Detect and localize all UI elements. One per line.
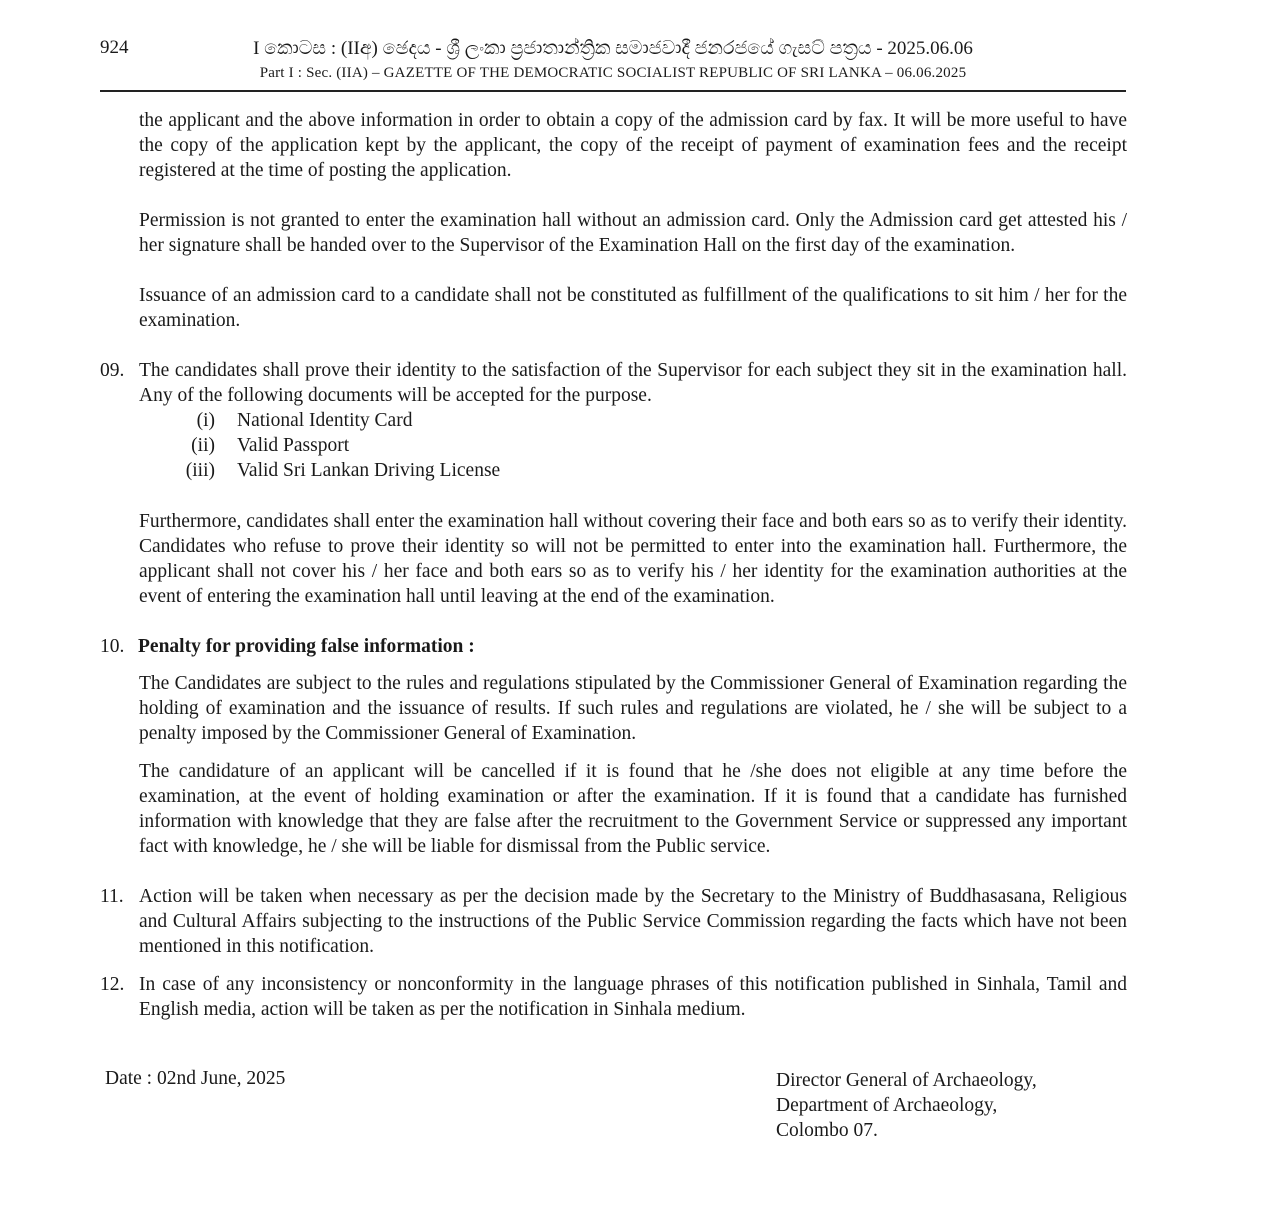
notice-date: Date : 02nd June, 2025 [105, 1068, 286, 1089]
list-item-text: Valid Passport [237, 435, 350, 456]
section-10-heading: Penalty for providing false information : [138, 636, 475, 657]
section-10-number: 10. [100, 636, 125, 657]
paragraph-continuation: the applicant and the above information in order to obtain a copy of the admission card by fax. It will be more useful to have the copy of the application kept by the applicant, the copy of the receipt of payment of examination fees and the receipt registered at the time of posting the application. [139, 110, 1127, 181]
signature-line-department: Department of Archaeology, [776, 1095, 998, 1116]
signature-line-location: Colombo 07. [776, 1120, 878, 1141]
section-10-paragraph-2: The candidature of an applicant will be cancelled if it is found that he /she does not eligible at any time before the examination, at the event of holding examination or after the examination. If it is found that a candidate has furnished information with knowledge that they are false after the recruitment to the Government Service or suppressed any important fact with knowledge, he / she will be liable for dismissal from the Public service. [139, 761, 1127, 857]
list-item-number: (ii) [191, 435, 215, 456]
paragraph-issuance: Issuance of an admission card to a candidate shall not be constituted as fulfillment of the qualifications to sit him / her for the examination. [139, 285, 1127, 331]
section-12-text: In case of any inconsistency or nonconformity in the language phrases of this notification published in Sinhala, Tamil and English media, action will be taken as per the notification in Sinhala medium. [139, 974, 1127, 1020]
section-11-number: 11. [100, 886, 124, 907]
section-09-number: 09. [100, 360, 125, 381]
list-item-number: (iii) [185, 460, 215, 481]
section-09-furthermore: Furthermore, candidates shall enter the examination hall without covering their face and both ears so as to verify their identity. Candidates who refuse to prove their identity so will not be permitted to enter into the examination hall. Furthermore, the applicant shall not cover his / her face and both ears so as to verify his / her identity for the examination authorities at the event of entering the examination hall until leaving at the end of the examination. [139, 511, 1127, 607]
signature-line-title: Director General of Archaeology, [776, 1070, 1037, 1091]
list-item-number: (i) [196, 410, 215, 431]
signature-block [776, 1068, 1037, 1143]
header-divider [100, 90, 1126, 92]
header-title-sinhala: I කොටස : (IIඅ) ඡෙදය - ශ්‍රී ලංකා ප්‍රජාතාන්ත්‍රික සමාජවාදී ජනරජයේ ගැසට් පත්‍රය - 2025.06.06 [253, 38, 973, 59]
header-title-english: Part I : Sec. (IIA) – GAZETTE OF THE DEMOCRATIC SOCIALIST REPUBLIC OF SRI LANKA – 06.06.2025 [259, 65, 967, 81]
section-10-paragraph-1: The Candidates are subject to the rules and regulations stipulated by the Commissioner General of Examination regarding the holding of examination and the issuance of results. If such rules and regulations are violated, he / she will be subject to a penalty imposed by the Commissioner General of Examination. [139, 673, 1127, 744]
section-09-text: The candidates shall prove their identity to the satisfaction of the Supervisor for each subject they sit in the examination hall. Any of the following documents will be accepted for the purpose. [139, 360, 1127, 406]
list-item-text: Valid Sri Lankan Driving License [237, 460, 501, 481]
section-12-number: 12. [100, 974, 125, 995]
page-number: 924 [100, 37, 129, 58]
list-item-text: National Identity Card [237, 410, 413, 431]
paragraph-permission: Permission is not granted to enter the examination hall without an admission card. Only the Admission card get attested his / her signature shall be handed over to the Supervisor of the Examination Hall on the first day of the examination. [139, 210, 1127, 256]
section-11-text: Action will be taken when necessary as per the decision made by the Secretary to the Ministry of Buddhasasana, Religious and Cultural Affairs subjecting to the instructions of the Public Service Commission regarding the facts which have not been mentioned in this notification. [139, 886, 1127, 957]
